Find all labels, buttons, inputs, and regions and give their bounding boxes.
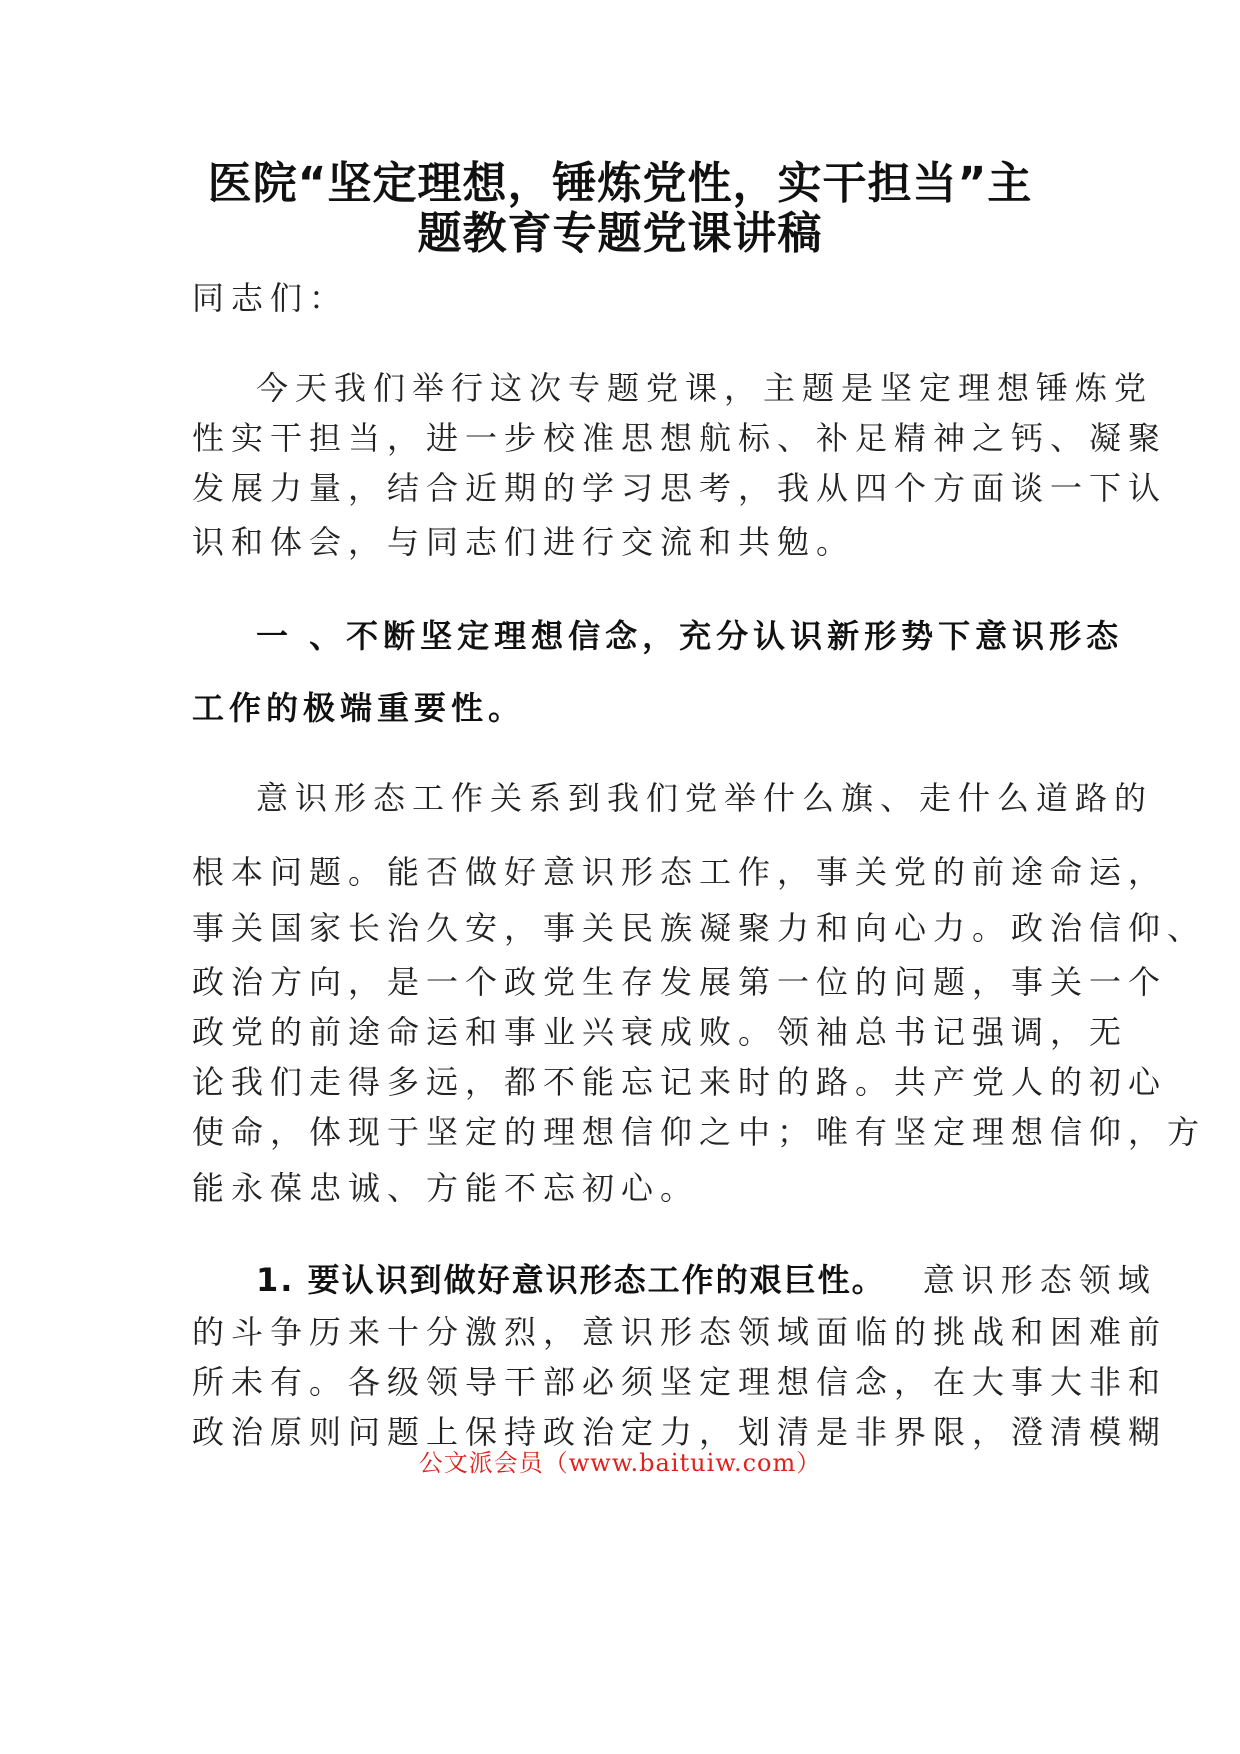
intro-line: 性实干担当，进一步校准思想航标、补足精神之钙、凝聚 bbox=[192, 419, 1168, 457]
document-title-line-1: 医院“坚定理想，锤炼党性，实干担当”主 bbox=[207, 158, 1033, 209]
section-1-paragraph-line: 论我们走得多远，都不能忘记来时的路。共产党人的初心 bbox=[192, 1063, 1168, 1101]
section-1-paragraph-line: 意识形态工作关系到我们党举什么旗、走什么道路的 bbox=[256, 779, 1154, 817]
section-1-paragraph-line: 根本问题。能否做好意识形态工作，事关党的前途命运， bbox=[192, 853, 1168, 891]
section-1-paragraph-line: 政党的前途命运和事业兴衰成败。领袖总书记强调，无 bbox=[192, 1013, 1129, 1051]
section-1-heading-line-2: 工作的极端重要性。 bbox=[192, 689, 526, 727]
intro-line: 发展力量，结合近期的学习思考，我从四个方面谈一下认 bbox=[192, 469, 1168, 507]
section-1-paragraph-line: 事关国家长治久安，事关民族凝聚力和向心力。政治信仰、 bbox=[192, 909, 1207, 947]
point-1-line: 所未有。各级领导干部必须坚定理想信念，在大事大非和 bbox=[192, 1363, 1168, 1401]
salutation: 同志们： bbox=[192, 279, 349, 317]
point-1-line: 的斗争历来十分激烈，意识形态领域面临的挑战和困难前 bbox=[192, 1313, 1168, 1351]
point-1-heading: 1. 要认识到做好意识形态工作的艰巨性。 bbox=[256, 1261, 886, 1299]
point-1-text-start: 意识形态领域 bbox=[922, 1261, 1157, 1299]
document-title-line-2: 题教育专题党课讲稿 bbox=[417, 208, 823, 259]
intro-line: 识和体会，与同志们进行交流和共勉。 bbox=[192, 523, 856, 561]
footer-watermark: 公文派会员（www.baituiw.com） bbox=[418, 1449, 822, 1477]
point-1-line-1 bbox=[256, 1260, 1157, 1300]
point-1-line: 政治原则问题上保持政治定力，划清是非界限，澄清模糊 bbox=[192, 1413, 1168, 1451]
intro-line: 今天我们举行这次专题党课，主题是坚定理想锤炼党 bbox=[256, 369, 1154, 407]
section-1-paragraph-line: 能永葆忠诚、方能不忘初心。 bbox=[192, 1169, 700, 1207]
section-1-heading-line-1: 一 、不断坚定理想信念，充分认识新形势下意识形态 bbox=[256, 617, 1124, 655]
section-1-paragraph-line: 使命，体现于坚定的理想信仰之中；唯有坚定理想信仰，方 bbox=[192, 1113, 1207, 1151]
section-1-paragraph-line: 政治方向，是一个政党生存发展第一位的问题，事关一个 bbox=[192, 963, 1168, 1001]
